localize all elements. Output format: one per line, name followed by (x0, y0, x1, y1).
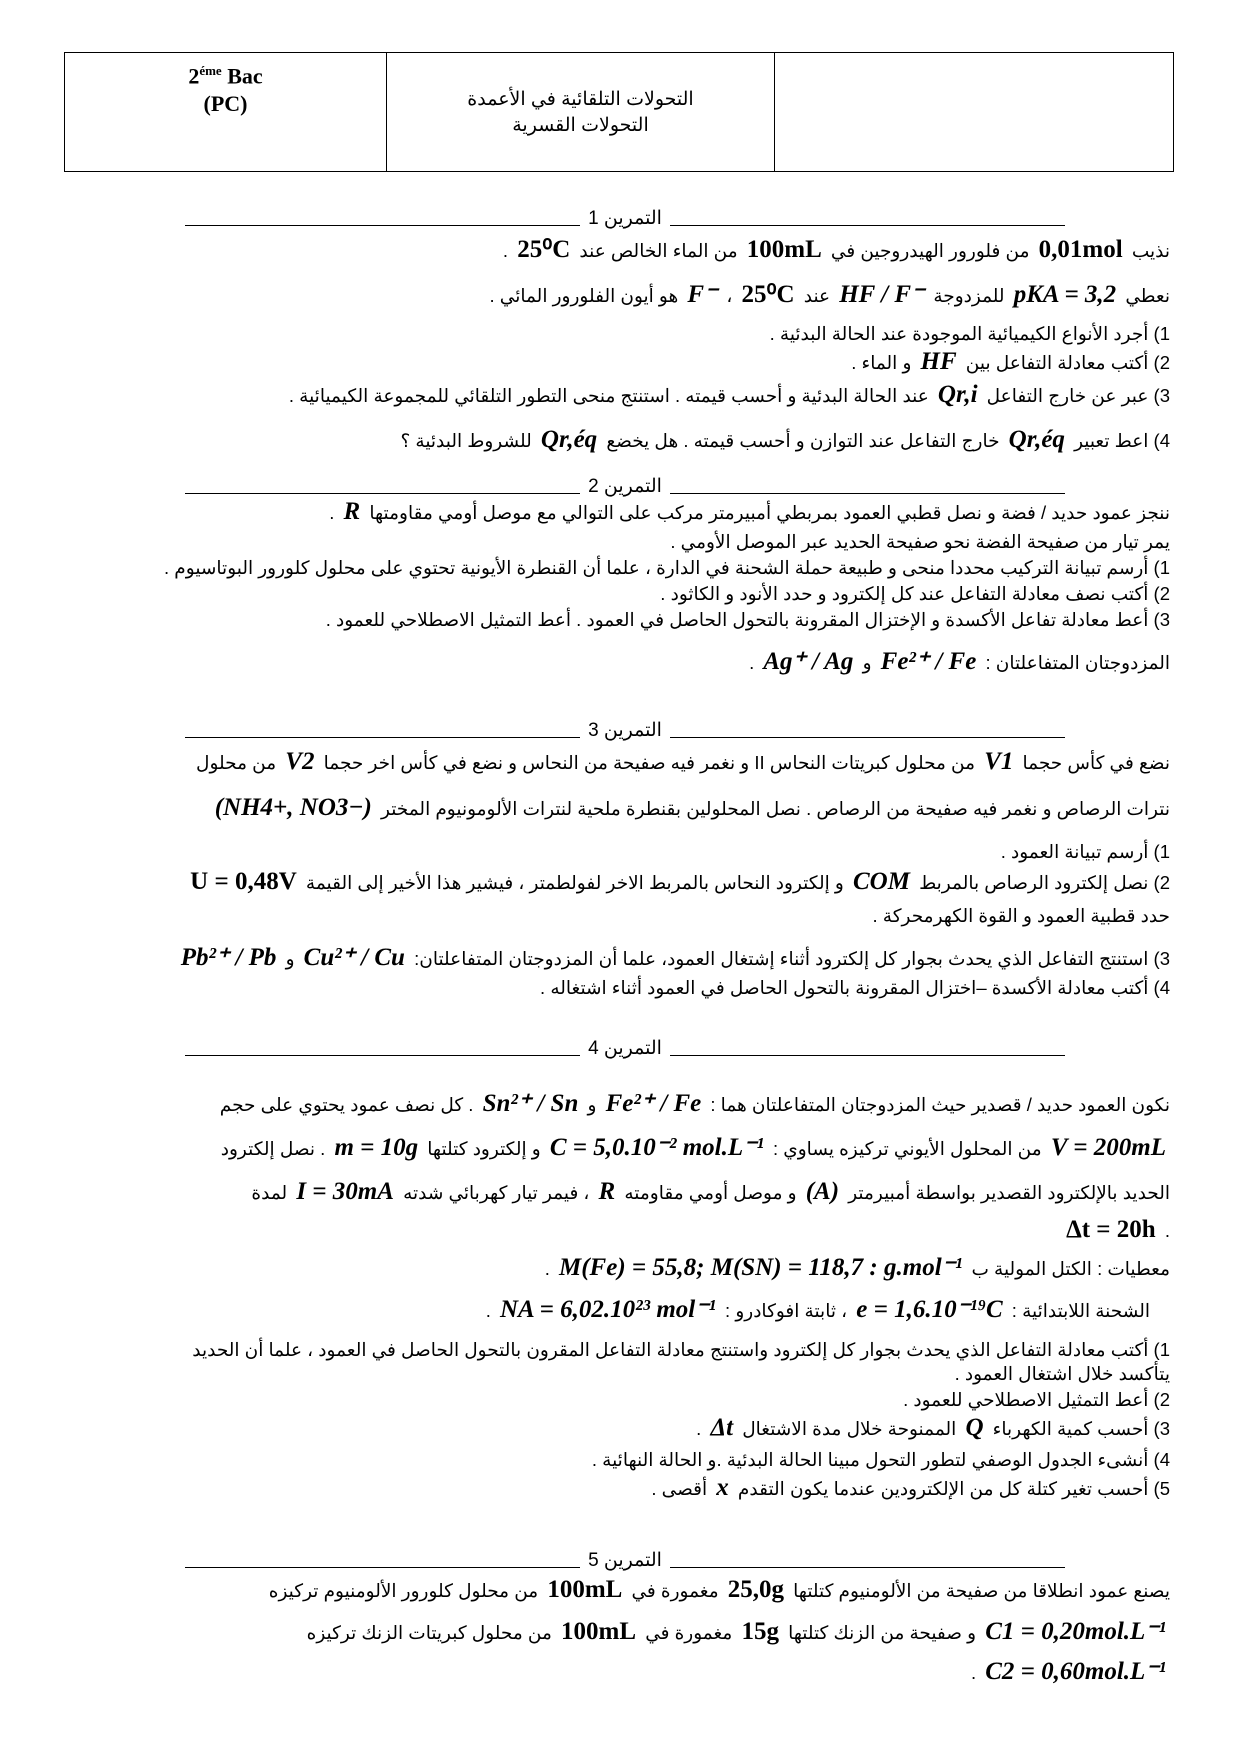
formula: Qr,éq (540, 426, 598, 453)
ex4-line-3: الحديد بالإلكترود القصدير بواسطة أمبيرمتر (A) و موصل أومي مقاومته R ، فيمر تيار كهربائي شدته I = 30mA لمدة (251, 1178, 1170, 1205)
formula: Qr,éq (1008, 426, 1065, 453)
ex3-question-4: 4) أكتب معادلة الأكسدة –اختزال المقرونة بالتحول الحاصل في العمود أثناء اشتغاله . (540, 977, 1170, 998)
ex3-question-3: 3) استنتج التفاعل الذي يحدث بجوار كل إلكترود أثناء إشتغال العمود، علما أن المزدوجتان المتفاعلتان: Cu²⁺ / Cu و Pb²⁺ / Pb (60, 946, 1170, 971)
title-cell (387, 53, 775, 171)
ex3-question-1: 1) أرسم تبيانة العمود . (1000, 841, 1170, 862)
exercise-3-title (185, 708, 1065, 742)
level-suffix: Bac (221, 63, 263, 89)
ex4-question-2: 2) أعط التمثيل الاصطلاحي للعمود . (903, 1389, 1170, 1410)
exercise-2-title (185, 464, 1065, 498)
formula: x (716, 1474, 729, 1501)
title-line-1: التحولات التلقائية في الأعمدة (467, 89, 694, 110)
ex2-line-2: يمر تيار من صفيحة الفضة نحو صفيحة الحديد عبر الموصل الأومي . (670, 531, 1170, 552)
exercise-4-label: التمرين 4 (588, 1038, 662, 1059)
formula: Ag⁺ / Ag (763, 648, 854, 675)
formula: 100mL (547, 1576, 623, 1603)
formula: U = 0,48V (190, 868, 297, 895)
formula: Fe²⁺ / Fe (880, 648, 977, 675)
ex1-line-1: نذيب 0,01mol من فلورور الهيدروجين في 100mL من الماء الخالص عند 25⁰C . (502, 236, 1170, 263)
ex3-question-2: 2) نصل إلكترود الرصاص بالمربط COM و إلكترود النحاس بالمربط الاخر لفولطمتر ، فيشير هذا الأخير إلى القيمة U = 0,48V (60, 870, 1170, 895)
formula: 25⁰C (517, 236, 571, 263)
title-rule-right (670, 1567, 1065, 1568)
formula: 100mL (746, 236, 822, 263)
ex2-question-1: 1) أرسم تبيانة التركيب محددا منحى و طبيعة حملة الشحنة في الدارة ، علما أن القنطرة الأيونية تحتوي على محلول كلورور البوتاسيوم . (164, 557, 1170, 578)
formula: COM (852, 868, 910, 895)
ex2-question-2: 2) أكتب نصف معادلة التفاعل عند كل إلكترود و حدد الأنود و الكاثود . (660, 583, 1170, 604)
ex5-line-3: C2 = 0,60mol.L⁻¹ . (60, 1660, 1170, 1685)
formula: C = 5,0.10⁻² mol.L⁻¹ (549, 1134, 764, 1161)
formula: V = 200mL (1050, 1134, 1166, 1161)
formula: 0,01mol (1038, 236, 1123, 263)
ex4-question-3: 3) أحسب كمية الكهرباء Q الممنوحة خلال مدة الاشتغال Δt . (696, 1414, 1170, 1441)
title-rule-left (185, 737, 580, 738)
level-number: 2 (188, 63, 200, 89)
formula: m = 10g (334, 1134, 419, 1161)
formula: V1 (984, 748, 1014, 775)
ex1-question-4: 4) اعط تعبير Qr,éq خارج التفاعل عند التوازن و أحسب قيمته . هل يخضع Qr,éq للشروط البدئية ؟ (400, 426, 1170, 453)
title-rule-left (185, 1567, 580, 1568)
level-cell (65, 53, 387, 171)
ex4-question-4: 4) أنشىء الجدول الوصفي لتطور التحول مبينا الحالة البدئية .و الحالة النهائية . (591, 1449, 1170, 1470)
formula: C1 = 0,20mol.L⁻¹ (985, 1618, 1166, 1645)
ex3-question-2-cont: حدد قطبية العمود و القوة الكهرمحركة . (872, 905, 1170, 926)
formula: NA = 6,02.10²³ mol⁻¹ (499, 1296, 716, 1323)
exercise-4-title (185, 1026, 1065, 1060)
title-rule-left (185, 1055, 580, 1056)
formula: (A) (805, 1178, 840, 1205)
ex4-line-2: V = 200mL من المحلول الأيوني تركيزه يساوي : C = 5,0.10⁻² mol.L⁻¹ و إلكترود كتلتها m = 10g . نصل إلكترود (60, 1136, 1170, 1161)
formula: 15g (741, 1618, 779, 1645)
ex5-line-2: C1 = 0,20mol.L⁻¹ و صفيحة من الزنك كتلتها 15g مغمورة في 100mL من محلول كبريتات الزنك تركيزه (60, 1620, 1170, 1645)
ex4-question-1: 1) أكتب معادلة التفاعل الذي يحدث بجوار كل إلكترود واستنتج معادلة التفاعل المقرون بالتحول الحاصل في العمود ، علما أن الحديد (192, 1339, 1170, 1360)
formula: I = 30mA (296, 1178, 394, 1205)
formula: V2 (285, 748, 315, 775)
level-superscript: éme (199, 63, 222, 78)
title-rule-right (670, 493, 1065, 494)
ex4-line-1: نكون العمود حديد / قصدير حيث المزدوجتان المتفاعلتان هما : Fe²⁺ / Fe و Sn²⁺ / Sn . كل نصف عمود يحتوي على حجم (219, 1090, 1170, 1117)
track-label: (PC) (203, 91, 248, 117)
ex4-line-5: معطيات : الكتل المولية ب M(Fe) = 55,8; M(SN) = 118,7 : g.mol⁻¹ . (544, 1254, 1170, 1281)
formula: F⁻ (687, 281, 718, 308)
empty-cell (775, 53, 1173, 171)
formula: (NH4+, NO3−) (214, 794, 372, 821)
exercise-3-label: التمرين 3 (588, 720, 662, 741)
ex3-line-2: نترات الرصاص و نغمر فيه صفيحة من الرصاص . نصل المحلولين بقنطرة ملحية لنترات الألومونيوم المختر (NH4+, NO3−) (60, 796, 1170, 821)
ex4-line-4: . Δt = 20h (60, 1218, 1170, 1243)
exercise-5-title (185, 1538, 1065, 1572)
title-line-2: التحولات القسرية (512, 115, 649, 136)
formula: HF / F⁻ (839, 281, 925, 308)
formula: Qr,i (937, 381, 978, 408)
title-rule-left (185, 225, 580, 226)
formula: R (343, 498, 361, 525)
exercise-1-label: التمرين 1 (588, 208, 662, 229)
formula: R (598, 1178, 616, 1205)
exercise-5-label: التمرين 5 (588, 1550, 662, 1571)
ex4-question-5: 5) أحسب تغير كتلة كل من الإلكترودين عندما يكون التقدم x أقصى . (651, 1474, 1170, 1501)
formula: Fe²⁺ / Fe (605, 1090, 702, 1117)
ex2-line-1: ننجز عمود حديد / فضة و نصل قطبي العمود بمربطي أمبيرمتر مركب على التوالي مع موصل أومي مقاومتها R . (329, 498, 1170, 525)
formula: Δt (710, 1414, 734, 1441)
title-rule-left (185, 493, 580, 494)
title-rule-right (670, 1055, 1065, 1056)
formula: e = 1,6.10⁻¹⁹C (856, 1296, 1003, 1323)
ex1-question-2: 2) أكتب معادلة التفاعل بين HF و الماء . (851, 348, 1170, 375)
ex4-question-1-cont: يتأكسد خلال اشتغال العمود . (954, 1363, 1170, 1384)
formula: Cu²⁺ / Cu (303, 944, 405, 971)
formula: pKA = 3,2 (1013, 281, 1117, 308)
ex2-line-3: المزدوجتان المتفاعلتان : Fe²⁺ / Fe و Ag⁺ / Ag . (749, 648, 1170, 675)
title-rule-right (670, 737, 1065, 738)
formula: Δt = 20h (1066, 1216, 1156, 1243)
ex1-question-3: 3) عبر عن خارج التفاعل Qr,i عند الحالة البدئية و أحسب قيمته . استنتج منحى التطور التلقائي للمجموعة الكيميائية . (288, 381, 1170, 408)
formula: Sn²⁺ / Sn (482, 1090, 579, 1117)
exercise-2-label: التمرين 2 (588, 476, 662, 497)
formula: 100mL (561, 1618, 637, 1645)
exercise-1-title (185, 196, 1065, 230)
formula: M(Fe) = 55,8; M(SN) = 118,7 : g.mol⁻¹ (559, 1254, 963, 1281)
formula: Q (965, 1414, 984, 1441)
title-rule-right (670, 225, 1065, 226)
ex2-question-3: 3) أعط معادلة تفاعل الأكسدة و الإختزال المقرونة بالتحول الحاصل في العمود . أعط التمثيل الاصطلاحي للعمود . (325, 609, 1170, 630)
formula: 25,0g (727, 1576, 785, 1603)
formula: 25⁰C (741, 281, 795, 308)
formula: C2 = 0,60mol.L⁻¹ (985, 1658, 1166, 1685)
ex5-line-1: يصنع عمود انطلاقا من صفيحة من الألومنيوم كتلتها 25,0g مغمورة في 100mL من محلول كلورور الألومنيوم تركيزه (268, 1576, 1170, 1603)
header-table (64, 52, 1174, 172)
ex3-line-1: نضع في كأس حجما V1 من محلول كبريتات النحاس II و نغمر فيه صفيحة من النحاس و نضع في كأس اخر حجما V2 من محلول (196, 748, 1170, 775)
formula: Pb²⁺ / Pb (180, 944, 277, 971)
ex1-line-2: نعطي pKA = 3,2 للمزدوجة HF / F⁻ عند 25⁰C ، F⁻ هو أيون الفلورور المائي . (489, 281, 1170, 308)
ex4-line-6: الشحنة اللابتدائية : e = 1,6.10⁻¹⁹C ، ثابتة افوكادرو : NA = 6,02.10²³ mol⁻¹ . (485, 1296, 1150, 1323)
ex1-question-1: 1) أجرد الأنواع الكيميائية الموجودة عند الحالة البدئية . (769, 323, 1170, 344)
formula: HF (920, 348, 957, 375)
